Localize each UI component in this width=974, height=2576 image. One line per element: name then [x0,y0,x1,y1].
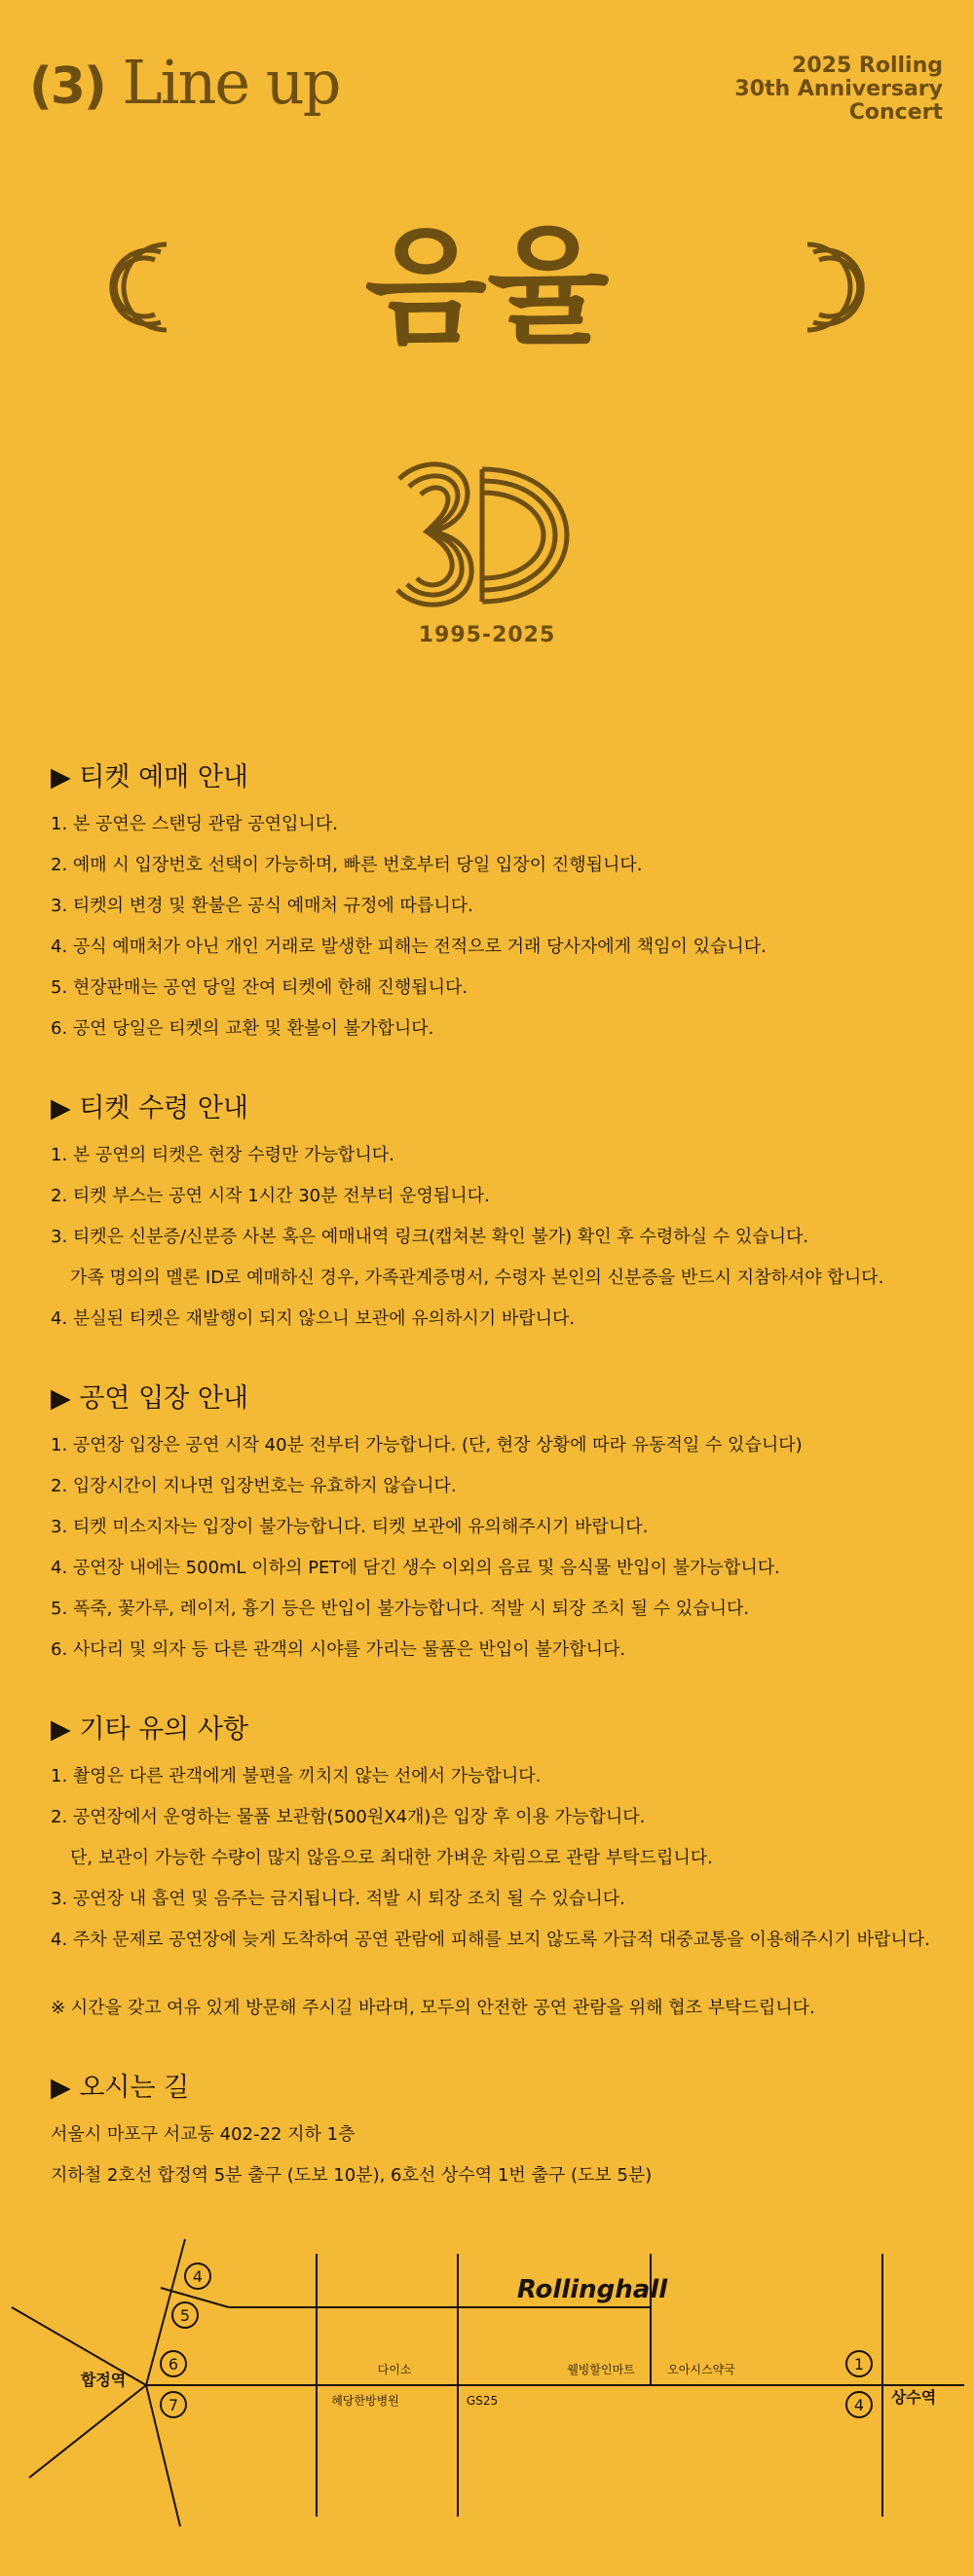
landmark-label: 웰빙할인마트 [567,2363,635,2376]
venue-label: Rollinghall [516,2275,668,2304]
section-heading [29,47,339,118]
list-item: 1. 본 공연의 티켓은 현장 수령만 가능합니다. [51,1145,394,1165]
section-number: (3) [29,57,105,116]
event-line-1: 2025 Rolling [792,54,943,78]
closing-notice: ※ 시간을 갖고 여유 있게 방문해 주시길 바라며, 모두의 안전한 공연 관람을 위해 협조 부탁드립니다. [51,1998,815,2018]
station-left-label: 합정역 [80,2371,127,2389]
list-item: 6. 공연 당일은 티켓의 교환 및 환불이 불가합니다. [51,1018,434,1039]
list-item: 3. 티켓 미소지자는 입장이 불가능합니다. 티켓 보관에 유의해주시기 바랍니다. [51,1517,649,1537]
landmark-label: 혜당한방병원 [331,2394,399,2408]
address: 서울시 마포구 서교동 402-22 지하 1층 [51,2124,356,2145]
artist-title-row [0,213,974,361]
exit-number: 6 [168,2355,179,2374]
landmark-label: 다이소 [377,2363,412,2376]
exit-number: 4 [853,2396,865,2414]
list-item: 3. 티켓의 변경 및 환불은 공식 예매처 규정에 따릅니다. [51,896,473,916]
directions-section [51,2070,947,2196]
notice-content [51,759,947,2237]
list-item: 4. 공연장 내에는 500mL 이하의 PET에 담긴 생수 이외의 음료 및 음식물 반입이 불가능합니다. [51,1558,780,1578]
list-item: 5. 현장판매는 공연 당일 잔여 티켓에 한해 진행됩니다. [51,977,468,998]
anniversary-30-logo [390,458,575,613]
event-title [690,55,943,125]
ticket-pickup-section [51,1090,947,1340]
section-heading: ▶ 공연 입장 안내 [51,1383,249,1414]
exit-number: 1 [853,2355,865,2374]
section-heading: ▶ 오시는 길 [51,2073,190,2103]
list-item: 2. 공연장에서 운영하는 물품 보관함(500원X4개)은 입장 후 이용 가능합니다. [51,1807,646,1827]
exit-number: 5 [179,2306,191,2325]
list-item: 2. 예매 시 입장번호 선택이 가능하며, 빠른 번호부터 당일 입장이 진행됩니다. [51,855,643,875]
logo-years: 1995-2025 [418,623,556,647]
exit-number: 4 [192,2267,204,2286]
section-heading: ▶ 티켓 수령 안내 [51,1093,249,1123]
list-item: 5. 폭죽, 꽃가루, 레이저, 흉기 등은 반입이 불가능합니다. 적발 시 퇴장 조치 될 수 있습니다. [51,1599,750,1619]
section-title: Line up [122,47,340,118]
list-item: 단, 보관이 가능한 수량이 많지 않음으로 최대한 가벼운 차림으로 관람 부탁드립니다. [70,1848,713,1868]
landmark-label: 오아시스약국 [667,2363,735,2376]
list-item: 4. 공식 예매처가 아닌 개인 거래로 발생한 피해는 전적으로 거래 당사자에게 책임이 있습니다. [51,937,767,957]
section-heading: ▶ 티켓 예매 안내 [51,762,249,792]
location-map [0,2229,974,2551]
entry-section [51,1380,947,1671]
event-line-2: 30th Anniversary [734,77,943,101]
station-right-label: 상수역 [890,2388,937,2407]
section-heading: ▶ 기타 유의 사항 [51,1714,249,1745]
list-item: 3. 공연장 내 흡연 및 음주는 금지됩니다. 적발 시 퇴장 조치 될 수 있습니다. [51,1889,625,1909]
list-item: 가족 명의의 멜론 ID로 예매하신 경우, 가족관계증명서, 수령자 본인의 신분증을 반드시 지참하셔야 합니다. [70,1268,884,1288]
list-item: 3. 티켓은 신분증/신분증 사본 혹은 예매내역 링크(캡쳐본 확인 불가) 확인 후 수령하실 수 있습니다. [51,1227,809,1247]
transit-info: 지하철 2호선 합정역 5분 출구 (도보 10분), 6호선 상수역 1번 출구 (도보 5분) [51,2165,653,2186]
landmark-label: GS25 [466,2394,499,2408]
list-item: 4. 주차 문제로 공연장에 늦게 도착하여 공연 관람에 피해를 보지 않도록 가급적 대중교통을 이용해주시기 바랍니다. [51,1930,930,1950]
list-item: 2. 티켓 부스는 공연 시작 1시간 30분 전부터 운영됩니다. [51,1186,490,1206]
event-line-3: Concert [848,100,943,125]
list-item: 1. 공연장 입장은 공연 시작 40분 전부터 가능합니다. (단, 현장 상황에 따라 유동적일 수 있습니다) [51,1435,803,1455]
list-item: 2. 입장시간이 지나면 입장번호는 유효하지 않습니다. [51,1476,457,1496]
list-item: 1. 촬영은 다른 관객에게 불편을 끼치지 않는 선에서 가능합니다. [51,1766,542,1786]
list-item: 1. 본 공연은 스탠딩 관람 공연입니다. [51,814,338,834]
crescent-right-icon [794,239,872,336]
list-item: 4. 분실된 티켓은 재발행이 되지 않으니 보관에 유의하시기 바랍니다. [51,1308,576,1329]
ticket-booking-section [51,759,947,1049]
artist-title: 음율 [364,213,610,361]
exit-number: 7 [168,2396,179,2414]
other-notes-section [51,1711,947,1961]
list-item: 6. 사다리 및 의자 등 다른 관객의 시야를 가리는 물품은 반입이 불가합니다. [51,1639,626,1660]
